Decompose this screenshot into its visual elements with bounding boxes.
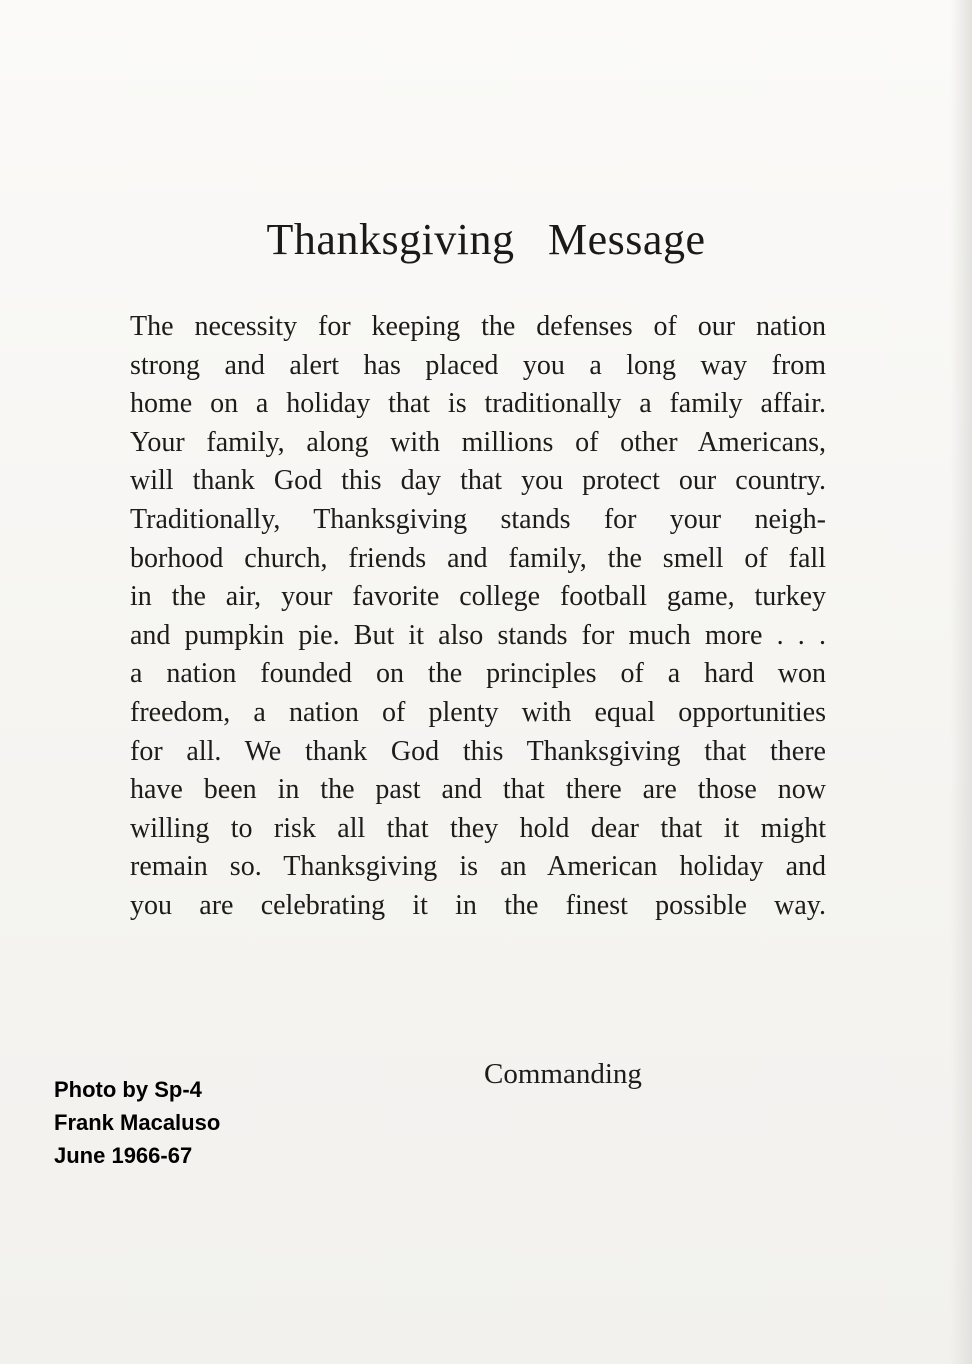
body-line: The necessity for keeping the defenses of our nation <box>130 311 826 342</box>
page-title: Thanksgiving Message <box>266 215 706 264</box>
body-line: Your family, along with millions of other Americans, <box>130 426 826 458</box>
body-line: remain so. Thanksgiving is an American holiday and <box>130 851 826 883</box>
body-line: willing to risk all that they hold dear that it might <box>130 812 826 844</box>
body-line: for all. We thank God this Thanksgiving that there <box>130 735 826 767</box>
body-line: borhood church, friends and family, the smell of fall <box>130 542 826 574</box>
body-line: will thank God this day that you protect our country. <box>130 465 826 497</box>
body-line: and pumpkin pie. But it also stands for much more . . . <box>130 619 826 651</box>
body-line: strong and alert has placed you a long way from <box>130 349 826 381</box>
credit-line-photographer-name: Frank Macaluso <box>54 1110 221 1135</box>
body-line: in the air, your favorite college football game, turkey <box>130 581 826 613</box>
body-line: freedom, a nation of plenty with equal opportunities <box>130 696 826 728</box>
page-edge-shadow <box>950 0 972 1364</box>
body-line: home on a holiday that is traditionally a family affair. <box>130 388 826 420</box>
signature: Commanding <box>484 1058 642 1090</box>
photo-credit <box>54 1073 220 1172</box>
message-body <box>130 308 826 926</box>
body-line: have been in the past and that there are those now <box>130 774 826 806</box>
body-line: a nation founded on the principles of a hard won <box>130 658 826 690</box>
body-line: you are celebrating it in the finest possible way. <box>130 889 826 921</box>
credit-line-date: June 1966-67 <box>54 1143 193 1168</box>
body-line: Traditionally, Thanksgiving stands for your neigh- <box>130 503 826 535</box>
credit-line-photographer-rank: Photo by Sp-4 <box>54 1077 202 1102</box>
